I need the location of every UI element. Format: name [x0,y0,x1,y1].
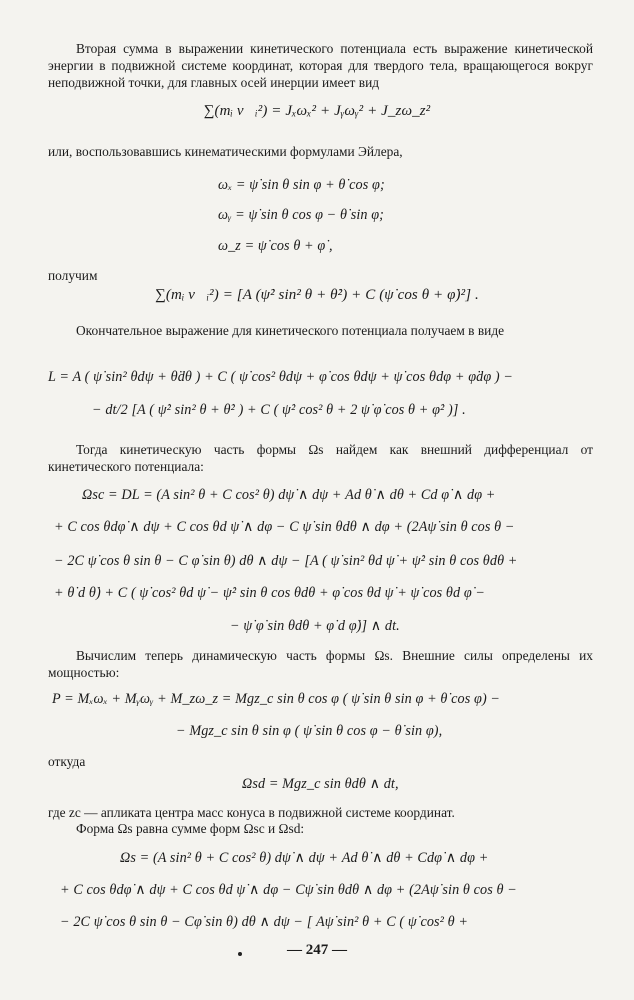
text-obtain: получим [48,268,98,283]
equation-kinetic-sum: ∑(mᵢ v⃗ᵢ²) = Jₓωₓ² + Jᵧωᵧ² + J_zω_z² [203,103,431,119]
equation-L-line1: L = A ( ψ̇ sin² θdψ + θ̇dθ ) + C ( ψ̇ cos² θdψ + φ̇ cos θdψ + ψ̇ cos θdφ + φ̇dφ ) − [48,369,514,385]
text-kinetic-part: Тогда кинетическую часть формы Ωs найдем как внешний дифференциал от кинетического потенциала: [48,442,593,474]
text-final-potential: Окончательное выражение для кинетического потенциала получаем в виде [76,323,505,338]
equation-Osc-line3: − 2C ψ̇ cos θ sin θ − C φ̇ sin θ) dθ ∧ dψ − [A ( ψ̇ sin² θd ψ̇ + ψ̇² sin θ cos θdθ + [54,553,518,569]
equation-Osc-line4: + θ̇ d θ̇) + C ( ψ̇ cos² θd ψ̇ − ψ̇² sin θ cos θdθ + φ̇ cos θd ψ̇ + ψ̇ cos θd φ̇ − [54,585,486,601]
equation-euler-wx: ωₓ = ψ̇ sin θ sin φ + θ̇ cos φ; [218,177,385,193]
text-using-euler: или, воспользовавшись кинематическими формулами Эйлера, [48,144,403,159]
page-number: — 247 — [287,942,347,958]
text-dynamic-part: Вычислим теперь динамическую часть формы Ωs. Внешние силы определены их мощностью: [48,648,593,680]
equation-Osc-line5: − ψ̇ φ̇ sin θdθ + φ̇ d φ̇)] ∧ dt. [230,618,400,634]
equation-Osc-line1: Ωsc = DL = (A sin² θ + C cos² θ) dψ̇ ∧ dψ + Ad θ̇ ∧ dθ + Cd φ̇ ∧ dφ + [82,487,496,503]
equation-Os-line1: Ωs = (A sin² θ + C cos² θ) dψ̇ ∧ dψ + Ad θ̇ ∧ dθ + Cdφ̇ ∧ dφ + [120,850,489,866]
equation-Osd: Ωsd = Mgz_c sin θdθ ∧ dt, [242,776,399,792]
equation-euler-wy: ωᵧ = ψ̇ sin θ cos φ − θ̇ sin φ; [218,207,385,223]
text-whence: откуда [48,754,86,769]
intro-paragraph: Вторая сумма в выражении кинетического потенциала есть выражение кинетической энергии в подвижной системе координат, которая для твердого тела, вращающегося вокруг неподвижной точки, для главных осей инерции имеет вид [48,41,593,90]
equation-P-line2: − Mgz_c sin θ sin φ ( ψ̇ sin θ cos φ − θ̇ sin φ), [176,723,443,739]
equation-Os-line3: − 2C ψ̇ cos θ sin θ − Cφ̇ sin θ) dθ ∧ dψ − [ Aψ̇ sin² θ + C ( ψ̇ cos² θ + [60,914,469,930]
equation-Osc-line2: + C cos θdφ̇ ∧ dψ + C cos θd ψ̇ ∧ dφ − C ψ̇ sin θdθ ∧ dφ + (2Aψ̇ sin θ cos θ − [54,519,515,535]
text-form-sum: Форма Ωs равна сумме форм Ωsc и Ωsd: [76,821,305,836]
equation-L-line2: − dt/2 [A ( ψ̇² sin² θ + θ̇² ) + C ( ψ̇² cos² θ + 2 ψ̇ φ̇ cos θ + φ̇² )] . [92,402,466,418]
equation-sum-result: ∑(mᵢ v⃗ᵢ²) = [A (ψ̇² sin² θ + θ̇²) + C (ψ̇ cos θ + φ̇)²] . [155,287,479,303]
equation-Os-line2: + C cos θdφ̇ ∧ dψ + C cos θd ψ̇ ∧ dφ − Cψ̇ sin θdθ ∧ dφ + (2Aψ̇ sin θ cos θ − [60,882,517,898]
text-zc-definition: где zc — апликата центра масс конуса в подвижной системе координат. [48,805,455,820]
equation-euler-wz: ω_z = ψ̇ cos θ + φ̇ , [218,238,333,254]
equation-P-line1: P = Mₓωₓ + Mᵧωᵧ + M_zω_z = Mgz_c sin θ cos φ ( ψ̇ sin θ sin φ + θ̇ cos φ) − [52,691,501,707]
